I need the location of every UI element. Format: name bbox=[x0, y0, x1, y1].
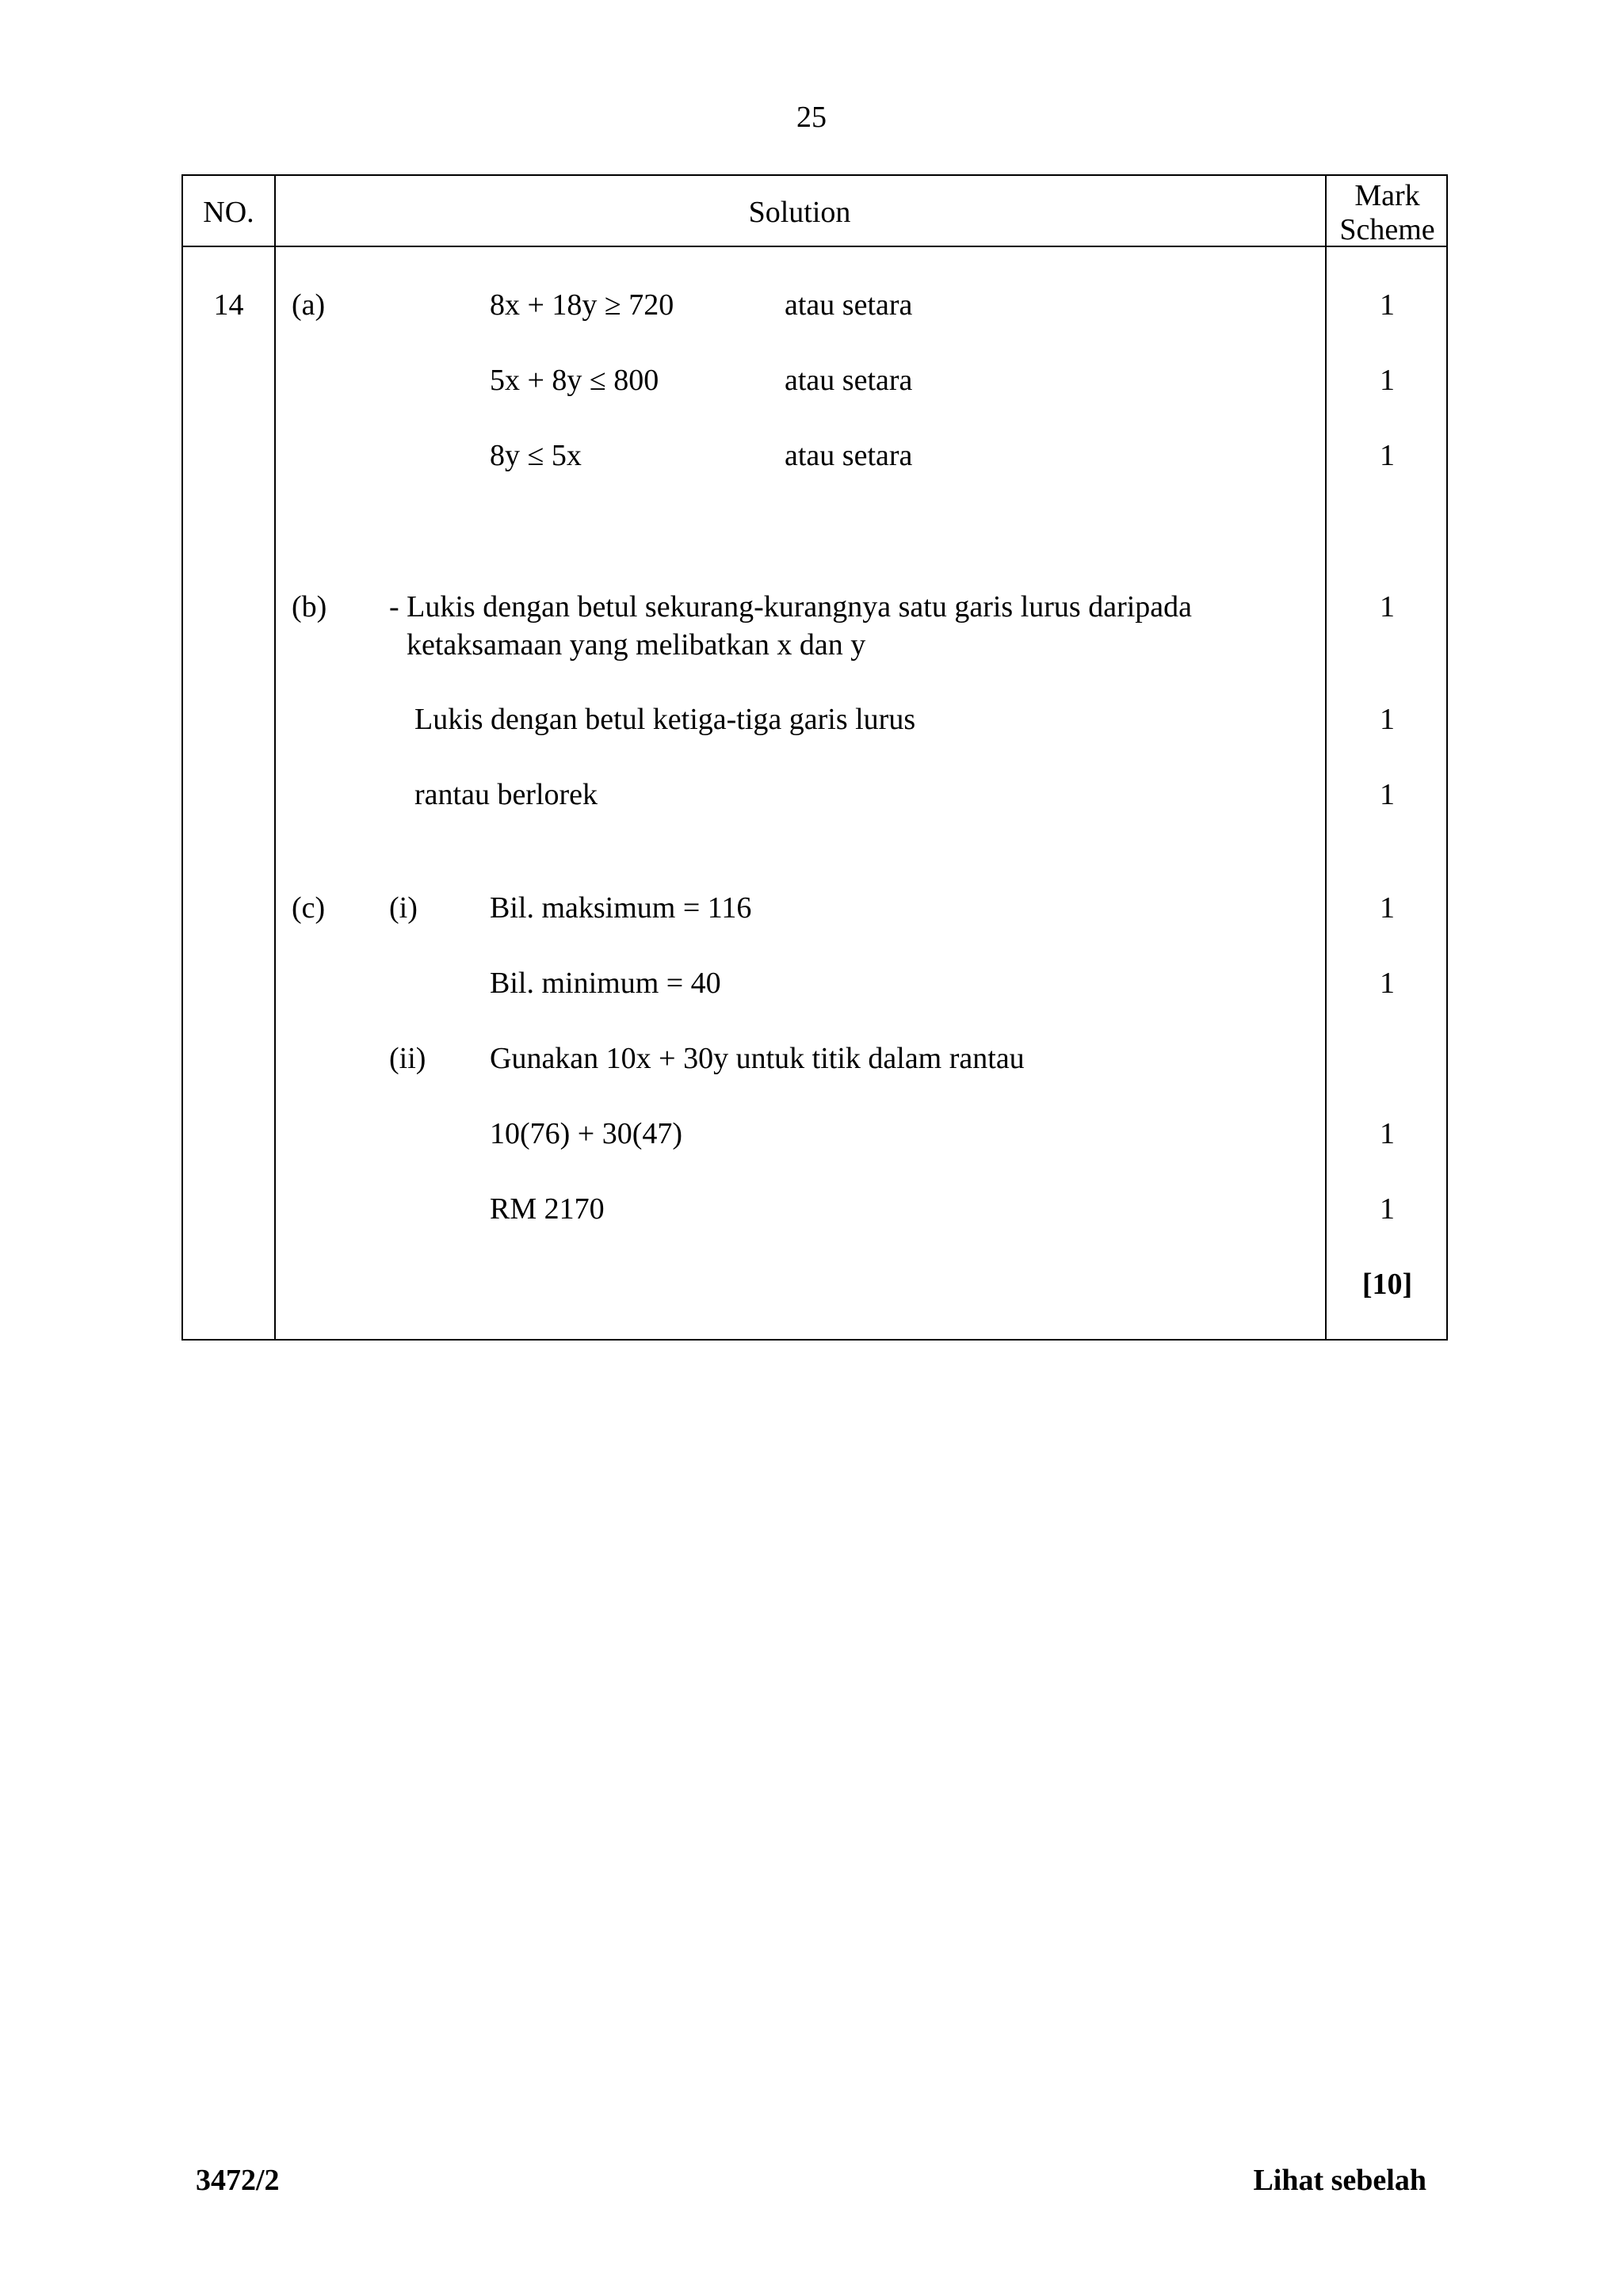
part-c-min-mark: 1 bbox=[1380, 967, 1395, 1000]
header-divider bbox=[183, 246, 1446, 247]
part-c-max: Bil. maksimum = 116 bbox=[490, 891, 752, 925]
part-c-use: Gunakan 10x + 30y untuk titik dalam rantau bbox=[490, 1042, 1025, 1075]
column-divider-mark bbox=[1325, 176, 1327, 1339]
question-number: 14 bbox=[213, 288, 244, 322]
mark-scheme-table bbox=[181, 174, 1448, 1341]
header-mark-line2: Scheme bbox=[1339, 213, 1435, 246]
total-marks: [10] bbox=[1361, 1268, 1413, 1301]
part-b-line1: - Lukis dengan betul sekurang-kurangnya satu garis lurus daripada bbox=[389, 590, 1193, 624]
part-b-label: (b) bbox=[292, 590, 327, 624]
header-no: NO. bbox=[203, 196, 254, 229]
footer-code: 3472/2 bbox=[196, 2164, 280, 2197]
part-a-note-1: atau setara bbox=[785, 288, 913, 322]
part-a-label: (a) bbox=[292, 288, 326, 322]
part-c-answer-mark: 1 bbox=[1380, 1192, 1395, 1226]
part-b-line2: Lukis dengan betul ketiga-tiga garis lurus bbox=[414, 703, 916, 736]
part-a-mark-1: 1 bbox=[1380, 288, 1395, 322]
part-c-calc-mark: 1 bbox=[1380, 1117, 1395, 1150]
part-b-line3: rantau berlorek bbox=[414, 778, 598, 811]
page-number: 25 bbox=[796, 101, 827, 134]
part-a-mark-2: 1 bbox=[1380, 364, 1395, 397]
header-mark-line1: Mark bbox=[1354, 179, 1420, 212]
part-b-mark-3: 1 bbox=[1380, 778, 1395, 811]
part-b-mark-2: 1 bbox=[1380, 703, 1395, 736]
header-solution: Solution bbox=[748, 196, 851, 229]
part-a-expr-1: 8x + 18y ≥ 720 bbox=[490, 288, 674, 322]
part-c-label: (c) bbox=[292, 891, 326, 925]
part-b-mark-1: 1 bbox=[1380, 590, 1395, 624]
part-b-line1-cont: ketaksamaan yang melibatkan x dan y bbox=[407, 628, 866, 662]
part-a-expr-2: 5x + 8y ≤ 800 bbox=[490, 364, 659, 397]
part-c-i-label: (i) bbox=[389, 891, 418, 925]
part-a-note-3: atau setara bbox=[785, 439, 913, 472]
part-c-max-mark: 1 bbox=[1380, 891, 1395, 925]
column-divider-no bbox=[274, 176, 276, 1339]
part-a-expr-3: 8y ≤ 5x bbox=[490, 439, 582, 472]
footer-turn-page: Lihat sebelah bbox=[1253, 2164, 1426, 2197]
part-a-note-2: atau setara bbox=[785, 364, 913, 397]
part-c-calc: 10(76) + 30(47) bbox=[490, 1117, 683, 1150]
part-a-mark-3: 1 bbox=[1380, 439, 1395, 472]
part-c-answer: RM 2170 bbox=[490, 1192, 605, 1226]
part-c-min: Bil. minimum = 40 bbox=[490, 967, 721, 1000]
part-c-ii-label: (ii) bbox=[389, 1042, 426, 1075]
